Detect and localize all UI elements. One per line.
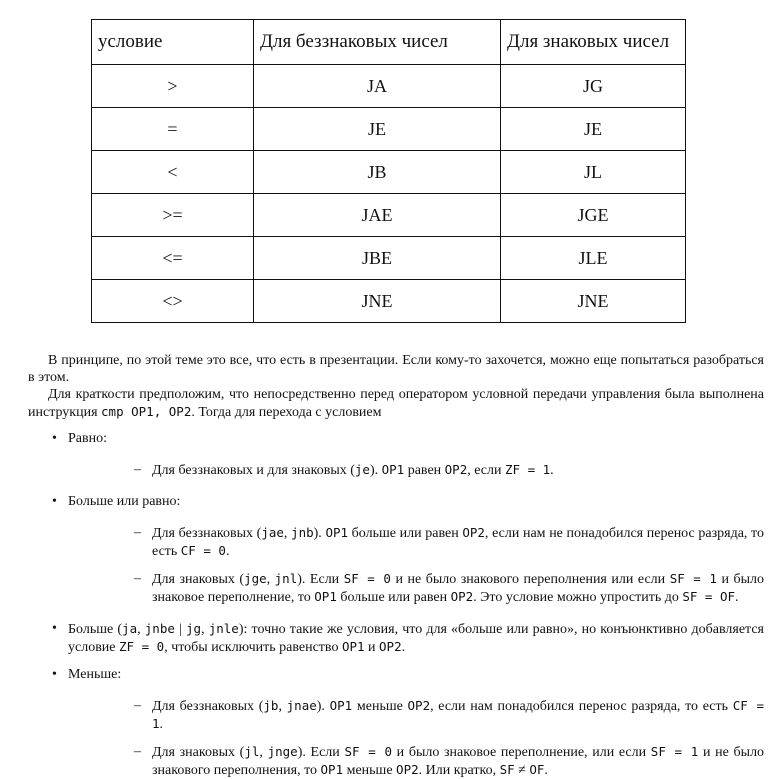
condition-cell: <= <box>92 237 254 280</box>
jump-conditions-table <box>91 19 686 323</box>
text-span: ). <box>316 699 330 714</box>
text-span: , <box>259 745 268 760</box>
table-row <box>92 237 686 280</box>
conditions-list <box>28 430 764 779</box>
text-span: ): точно такие же условия, что для «больше или равно», но конъюнктивно добавляется условие <box>68 622 764 655</box>
code-span: OF <box>529 762 545 777</box>
condition-cell: > <box>92 65 254 108</box>
code-span: SF = 0 <box>343 571 391 586</box>
code-span: OP1 <box>320 762 344 777</box>
code-span: jnl <box>274 571 298 586</box>
text-span: и было знаковое переполнение, или если <box>391 745 651 760</box>
table-row <box>92 65 686 108</box>
table-row <box>92 151 686 194</box>
text-span: , <box>266 572 275 587</box>
list-item-equal <box>28 430 764 479</box>
code-span: jnbe <box>144 621 175 636</box>
code-span: jge <box>244 571 267 586</box>
sublist-item <box>68 524 764 560</box>
list-item-label: Меньше: <box>68 667 122 682</box>
text-span: Больше ( <box>68 622 123 637</box>
table-row <box>92 108 686 151</box>
condition-cell: <> <box>92 280 254 323</box>
text-span: . <box>401 640 406 655</box>
signed-jump-cell: JLE <box>501 237 686 280</box>
text-span: и не было знакового переполнения, то <box>152 745 765 778</box>
text-span: . <box>735 590 739 605</box>
code-span: SF = 1 <box>669 571 717 586</box>
code-span: OP2 <box>396 762 419 777</box>
unsigned-jump-cell: JE <box>254 108 501 151</box>
code-span: ZF = 0 <box>119 639 165 654</box>
text-span: Для краткости предположим, что непосредственно перед оператором условной передачи управления была выполнена инструкция <box>28 387 764 420</box>
table-header-row <box>92 20 686 65</box>
text-span: меньше <box>343 763 397 778</box>
text-span: больше или равен <box>336 590 451 605</box>
text-span: Для беззнаковых ( <box>152 699 264 714</box>
code-span: SF = OF <box>682 589 736 604</box>
header-cell-condition: условие <box>92 20 254 65</box>
text-span: . Тогда для перехода с условием <box>191 405 382 420</box>
code-span: OP1 <box>314 589 337 604</box>
text-span: . Это условие можно упростить до <box>473 590 683 605</box>
text-span: Для беззнаковых ( <box>152 526 262 541</box>
code-span: CF = 0 <box>180 543 226 558</box>
paragraph-cmp <box>28 386 764 421</box>
code-span: OP1 <box>329 698 353 713</box>
code-span: OP1 <box>381 462 405 477</box>
code-span: jnge <box>267 744 298 759</box>
code-span: jnae <box>286 698 317 713</box>
text-span: , если нам не понадобился перенос разряда, то есть <box>152 526 764 559</box>
text-span: ). Если <box>297 745 345 760</box>
code-span: OP2 <box>462 525 485 540</box>
code-span: jnle <box>208 621 239 636</box>
text-span: Для беззнаковых и для знаковых ( <box>152 463 355 478</box>
signed-jump-cell: JE <box>501 108 686 151</box>
code-span: cmp OP1, OP2 <box>101 404 192 419</box>
code-span: SF <box>499 762 515 777</box>
table-row <box>92 194 686 237</box>
list-item-label: Больше или равно: <box>68 494 181 509</box>
condition-cell: = <box>92 108 254 151</box>
code-span: jg <box>186 621 202 636</box>
text-span: ≠ <box>514 763 530 778</box>
text-span: ). <box>369 463 382 478</box>
code-span: jb <box>263 698 279 713</box>
code-span: jl <box>244 744 260 759</box>
header-cell-signed: Для знаковых чисел <box>501 20 686 65</box>
code-span: jae <box>261 525 284 540</box>
table-row <box>92 280 686 323</box>
text-span: . <box>550 463 554 478</box>
code-span: je <box>354 462 370 477</box>
text-span: , <box>201 622 209 637</box>
condition-cell: >= <box>92 194 254 237</box>
unsigned-jump-cell: JBE <box>254 237 501 280</box>
sublist-item <box>68 697 764 733</box>
signed-jump-cell: JGE <box>501 194 686 237</box>
text-span: и <box>364 640 380 655</box>
paragraph-intro: В принципе, по этой теме это все, что есть в презентации. Если кому-то захочется, можно еще попытаться разобраться в этом. <box>28 353 764 385</box>
document-body <box>28 352 764 779</box>
text-span: . <box>159 717 164 732</box>
text-span: меньше <box>352 699 408 714</box>
sublist <box>68 697 764 779</box>
text-span: , если нам понадобился перенос разряда, то есть <box>430 699 733 714</box>
text-span: . Или кратко, <box>418 763 500 778</box>
text-span: , если <box>467 463 505 478</box>
text-span: равен <box>404 463 445 478</box>
list-item-label: Равно: <box>68 431 107 446</box>
code-span: ja <box>122 621 138 636</box>
code-span: OP2 <box>407 698 431 713</box>
unsigned-jump-cell: JA <box>254 65 501 108</box>
signed-jump-cell: JL <box>501 151 686 194</box>
text-span: . <box>225 544 230 559</box>
signed-jump-cell: JNE <box>501 280 686 323</box>
text-span: Для знаковых ( <box>152 745 245 760</box>
text-span: , <box>283 526 292 541</box>
list-item-greater-equal <box>28 493 764 606</box>
unsigned-jump-cell: JAE <box>254 194 501 237</box>
text-span: , <box>278 699 287 714</box>
text-span: ). Если <box>297 572 344 587</box>
text-span: больше или равен <box>348 526 463 541</box>
text-span: и не было знакового переполнения или если <box>390 572 670 587</box>
code-span: OP2 <box>379 639 402 654</box>
text-span: | <box>174 622 186 637</box>
sublist-item <box>68 743 764 779</box>
header-cell-unsigned: Для беззнаковых чисел <box>254 20 501 65</box>
code-span: ZF = 1 <box>505 462 551 477</box>
sublist-item <box>68 570 764 606</box>
code-span: SF = 1 <box>650 744 699 759</box>
text-span: . <box>544 763 548 778</box>
text-span: , чтобы исключить равенство <box>164 640 342 655</box>
code-span: OP2 <box>444 462 468 477</box>
code-span: OP1 <box>325 525 349 540</box>
condition-cell: < <box>92 151 254 194</box>
code-span: OP2 <box>450 589 474 604</box>
text-span: и было знаковое переполнение, то <box>152 572 764 605</box>
sublist <box>68 524 764 606</box>
text-span: Для знаковых ( <box>152 572 245 587</box>
signed-jump-cell: JG <box>501 65 686 108</box>
sublist <box>68 461 764 479</box>
text-span: ). <box>313 526 326 541</box>
unsigned-jump-cell: JB <box>254 151 501 194</box>
code-span: jnb <box>291 525 314 540</box>
code-span: SF = 0 <box>344 744 392 759</box>
unsigned-jump-cell: JNE <box>254 280 501 323</box>
list-item-greater <box>28 620 764 656</box>
code-span: OP1 <box>341 639 365 654</box>
sublist-item <box>68 461 764 479</box>
text-span: , <box>137 622 145 637</box>
list-item-less <box>28 666 764 779</box>
code-span: CF = 1 <box>152 698 764 731</box>
